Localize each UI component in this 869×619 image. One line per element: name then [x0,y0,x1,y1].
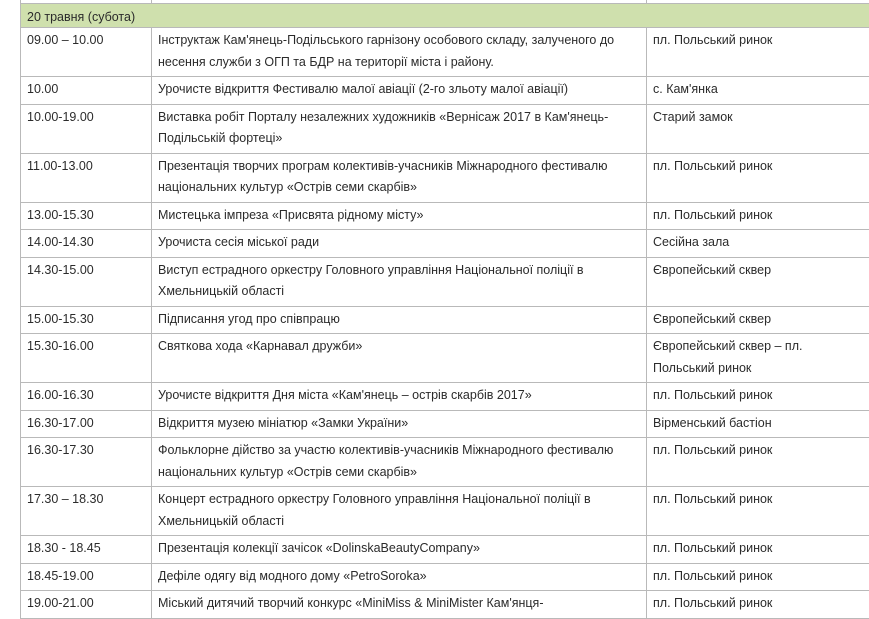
event-location: пл. Польський ринок [647,591,869,619]
event-time: 14.30-15.00 [21,257,152,306]
event-time: 13.00-15.30 [21,202,152,230]
event-description: Урочисте відкриття Фестивалю малої авіації (2-го зльоту малої авіації) [152,77,647,105]
event-location: пл. Польський ринок [647,383,869,411]
event-time: 18.45-19.00 [21,563,152,591]
event-description: Фольклорне дійство за участю колективів-учасників Міжнародного фестивалю національних культур «Острів семи скарбів» [152,438,647,487]
table-row [21,230,869,258]
event-location: Європейський сквер [647,257,869,306]
event-description: Міський дитячий творчий конкурс «MiniMiss & MiniMister Кам'янця- [152,591,647,619]
event-location: пл. Польський ринок [647,536,869,564]
table-row [21,563,869,591]
event-location: Вірменський бастіон [647,410,869,438]
event-location: Європейський сквер [647,306,869,334]
table-row [21,410,869,438]
event-location: Старий замок [647,104,869,153]
table-row [21,202,869,230]
event-location: с. Кам'янка [647,77,869,105]
event-time: 18.30 - 18.45 [21,536,152,564]
event-description: Інструктаж Кам'янець-Подільського гарнізону особового складу, залученого до несення служби з ОГП та БДР на території міста і району. [152,28,647,77]
event-time: 11.00-13.00 [21,153,152,202]
event-description: Відкриття музею мініатюр «Замки України» [152,410,647,438]
event-time: 16.30-17.30 [21,438,152,487]
event-location: Європейський сквер – пл. Польський ринок [647,334,869,383]
event-time: 17.30 – 18.30 [21,487,152,536]
event-description: Святкова хода «Карнавал дружби» [152,334,647,383]
event-location: пл. Польський ринок [647,153,869,202]
event-time: 14.00-14.30 [21,230,152,258]
schedule-table-wrapper [20,0,869,619]
event-time: 15.30-16.00 [21,334,152,383]
event-description: Урочисте відкриття Дня міста «Кам'янець – острів скарбів 2017» [152,383,647,411]
day-header: 20 травня (субота) [21,4,869,28]
event-time: 10.00-19.00 [21,104,152,153]
schedule-table [20,0,869,619]
event-location: пл. Польський ринок [647,487,869,536]
event-location: пл. Польський ринок [647,202,869,230]
table-row [21,77,869,105]
event-description: Презентація колекції зачісок «DolinskaBeautyCompany» [152,536,647,564]
event-description: Концерт естрадного оркестру Головного управління Національної поліції в Хмельницькій області [152,487,647,536]
event-description: Виставка робіт Порталу незалежних художників «Вернісаж 2017 в Кам'янець-Подільській фортеці» [152,104,647,153]
table-row [21,487,869,536]
event-time: 19.00-21.00 [21,591,152,619]
table-row [21,28,869,77]
event-time: 09.00 – 10.00 [21,28,152,77]
event-location: Сесійна зала [647,230,869,258]
table-row [21,257,869,306]
event-description: Дефіле одягу від модного дому «PetroSoroka» [152,563,647,591]
event-description: Урочиста сесія міської ради [152,230,647,258]
event-description: Підписання угод про співпрацю [152,306,647,334]
event-time: 16.00-16.30 [21,383,152,411]
day-header-row [21,4,869,28]
event-time: 10.00 [21,77,152,105]
table-row [21,591,869,619]
event-description: Презентація творчих програм колективів-учасників Міжнародного фестивалю національних культур «Острів семи скарбів» [152,153,647,202]
event-time: 16.30-17.00 [21,410,152,438]
event-description: Мистецька імпреза «Присвята рідному місту» [152,202,647,230]
event-location: пл. Польський ринок [647,438,869,487]
table-row [21,438,869,487]
table-row [21,334,869,383]
event-location: пл. Польський ринок [647,28,869,77]
event-location: пл. Польський ринок [647,563,869,591]
event-description: Виступ естрадного оркестру Головного управління Національної поліції в Хмельницькій області [152,257,647,306]
table-row [21,104,869,153]
event-time: 15.00-15.30 [21,306,152,334]
table-row [21,306,869,334]
table-row [21,153,869,202]
table-row [21,536,869,564]
table-row [21,383,869,411]
